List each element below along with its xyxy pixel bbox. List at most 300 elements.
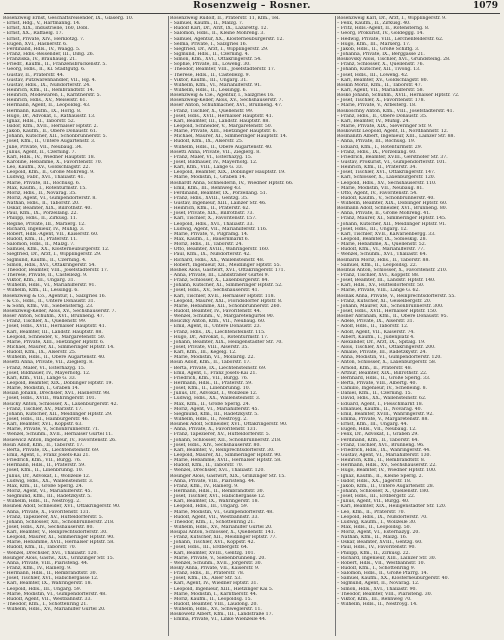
directory-entry: – Viktor, Kfm., III., Rennweg 70. (337, 596, 412, 602)
directory-entry: – Friedrich, Kfm., VII., Burgg. 76. (170, 375, 249, 381)
directory-entry: Rosiczky Anton, Kfm., VII., Neubaug. 60. (170, 319, 266, 325)
directory-entry: – Wilhelm, Hdls., II., Nestroyg. 2. (170, 416, 248, 422)
directory-entry: Rosner Abraham, Kfm., II., Obere Donaustr. 95. (337, 314, 448, 320)
directory-entry: – Josef, Hdls., III., Hainburgerstr. 46. (3, 416, 90, 422)
directory-entry: – Anna, Private, II., Große Mohreng. 41. (337, 211, 431, 217)
directory-entry: – Marie, Private, XIII., Hietzinger Hptstr. 6. (3, 339, 105, 345)
directory-entry: – Adolf, Hdls., II., Taborstr. 12. (337, 324, 409, 330)
directory-entry: – Marie, Modistin, I., Graben 14. (170, 175, 247, 181)
directory-entry: – Franz, Schlosser, X., Laxenburgerstr. 84. (170, 278, 269, 284)
directory-entry: – Emma, Private, V., Margaretenstr. 88. (337, 416, 429, 422)
directory-entry: – Wilhelm, Hdls., XV., Mariahilfer Gürtel 20. (170, 524, 273, 530)
directory-entry: Roskin Moriz, Kfm., II., Taborstr. 47. (337, 82, 423, 88)
directory-entry: – Johann, Beamter, XIX., Heiligenstädter Str. 70. (170, 339, 283, 345)
directory-entry: – Emil, Agent, I., Franz Josefs-Kai 21. (170, 370, 257, 376)
directory-entry: – Paul, Kfm., IX., Porzellang. 22. (3, 211, 78, 217)
directory-entry: – Ludwig, Hdls., XX., Wallensteinstr. 3. (170, 396, 261, 402)
directory-entry: – Friedrich, Hdls., IX., Währingerstr. 44. (337, 447, 431, 453)
directory-entry: – Leopold, Beamter, XIX., Döblinger Hauptstr. 19. (170, 170, 286, 176)
directory-entry: – Berta, Private, IX., Liechtensteinstr. 69. (170, 365, 267, 371)
directory-entry: – Felix, Dr., Advokat, I., Graben 29. (337, 432, 419, 438)
directory-entry: – Moriz, Agent, VI., Mariahilferstr. 45. (3, 488, 92, 494)
directory-entry: – Hermann, Hdls., II., Praterstr. 59. (3, 463, 86, 469)
directory-entry: – Rudolf, Kfm., VI., Mariahilferstr. 77. (337, 247, 425, 253)
directory-entry: – Friedrich, Kfm., VII., Burgg. 76. (3, 458, 82, 464)
directory-entry: – Marie, Modistin, I., Kärntnerstr. 44. (170, 591, 258, 597)
directory-entry: Rosky Anna, Private, VII., Kaiserstr. 9. (170, 566, 260, 572)
directory-entry: – Franz, Tischler, X., Quellenstr. 99. (3, 319, 87, 325)
directory-entry: – Anna, Private, VIII., Piaristeng. 44. (170, 478, 256, 484)
directory-entry: Roskoschny Anton, Kfm., VIII., Josefstädterstr. 41. (337, 108, 454, 114)
directory-entry: – Hugo, Beamter, IV., Wiedner Hptstr. 100. (337, 468, 437, 474)
column-2 (170, 16, 334, 636)
directory-entry: – Wenzel, Schuhm., V., Margaretengürtel 90. (170, 314, 275, 320)
directory-entry: Rosko Johann, Schuhm., XVII., Hernalser Hptstr. 72. (337, 93, 460, 99)
directory-entry: – Karl, Agent, IV., Wiedner Hptstr. 31. (170, 581, 258, 587)
directory-entry: – Eugen, XVI., Hasnerstr. 6. (3, 41, 68, 47)
directory-entry: – Moriz, Kaufm., II., Leopoldsg. 15. (170, 596, 252, 602)
directory-entry: – Theodor, Beamter, VIII., Piaristeng. 30. (337, 591, 433, 597)
directory-entry: – Rudolf, Agent, VII., Westbahnstr. 33. (170, 514, 259, 520)
directory-entry: – Leopold, Kfm., II., Große Mohreng. 9. (3, 170, 95, 176)
directory-entry: – Nathan, Kfm., II., Malzg. 16. (337, 535, 408, 541)
directory-entry: – Josef, Hdls., III., Erdbergstr. 22. (337, 494, 416, 500)
directory-entry: – Samuel, Kfm., XX., Klosterneuburgerstr. 12. (3, 247, 110, 253)
directory-entry: – Rudolf, Agent, VII., Westbahnstr. 33. (3, 596, 92, 602)
directory-entry: – Anton, Schlosser, X., Laxenburgerstr. 58. (337, 360, 437, 366)
directory-entry: Rosenzweig-Keller, Alois, XV., Sechshauserstr. 7. (3, 309, 116, 315)
directory-entry: – Johann, Kutscher, XII., Schönbrunnerstr. 5. (3, 134, 108, 140)
directory-entry: – Philipp, Kfm., II., Zirkusg. 22. (337, 550, 411, 556)
directory-entry: – Emma, Private, VI., Linke Wienzeile 44. (170, 617, 267, 623)
directory-entry: – Daniel, Kfm., II., Czerning. 15. (337, 391, 412, 397)
directory-entry: – Wilhelm, Hdls., II., Obere Augartenstr. 40. (3, 355, 106, 361)
directory-entry: – Philipp, Hdls., II., Zirkusg. 11. (3, 216, 78, 222)
directory-entry: – Franz, Hdls., II., Praterstr. 78. (170, 571, 245, 577)
directory-entry: – Friedrich, Beamter, XVIII., Gersthofer Str. 37. (337, 154, 448, 160)
directory-entry: – Berta, Private, VIII., Albertg. 40. (337, 380, 417, 386)
directory-entry: – Leopold, Hdls., III., Ungarg. 59. (170, 504, 249, 510)
directory-entry: – Wilhelm, Hdls., VI., Mariahilferstr. 91. (3, 283, 96, 289)
directory-entry: Rosin Adolf, Kfm., II., Taborstr. 17. (3, 442, 84, 448)
directory-entry: – Gustav, Hdls., IX., Nußdorferstr. 24. (3, 82, 91, 88)
directory-entry: – Moriz, Agent, VI., Mariahilferstr. 45. (170, 406, 259, 412)
directory-entry: – Jakob, Hdls., II., Große Schiffg. 3. (337, 46, 420, 52)
directory-entry: – Hugo, Dr., Advokat, I., Rotenturmstr. 17. (170, 334, 269, 340)
directory-entry: – Franz, Tapezierer, XV., Hütteldorferstr. 5. (170, 432, 271, 438)
directory-entry: – Anna, Private, III., Rochusg. 19. (337, 139, 416, 145)
directory-entry: – Julius, Agent, VII., Burgg. 40. (337, 499, 410, 505)
directory-entry: Rosenzweig Ernst, Geschäftsreisender, IX., Glaserg. 10. (3, 16, 134, 21)
directory-entry: – Samuel, Kfm., II., Leopoldsg. 22. (337, 262, 418, 268)
directory-entry: – Anna, Private, VIII., Piaristeng. 44. (3, 560, 89, 566)
directory-entry: – Eduard, Kfm., I., Rotenturmstr. 29. (337, 144, 423, 150)
directory-entry: – Johann, Kutscher, XII., Meidlinger Hptstr. 29. (3, 411, 113, 417)
directory-entry: – Moriz, Hdls., II., Novarag. 35. (3, 190, 77, 196)
directory-entry: – Karl, Hdls., IV., Wiedner Hauptstr. 18. (3, 154, 96, 160)
directory-entry: – Marie, Modistin, VII., Neubaug. 81. (337, 185, 424, 191)
directory-entry: – Richard, Ingenieur, XIII., Lainzer Str. 30. (337, 555, 437, 561)
directory-entry: – Viktor, Kaufm., III., Ungarg. 31. (170, 77, 248, 83)
directory-entry: – Johanna, Private, IX., Berggasse 21. (337, 51, 425, 57)
column-1 (3, 16, 167, 636)
directory-entry: – Nathan, Hdls., II., Taborstr. 20. (3, 201, 80, 207)
directory-entry: – Josef, Beamter, III., Landstr. Hptstr. 140. (337, 278, 436, 284)
directory-entry: – Wilhelm, Hdls., XV., Schweglerstr. 11. (170, 607, 262, 613)
directory-entry: – Johann, Schlosser, X., Quellenstr. 180. (337, 488, 430, 494)
directory-entry: – Hermann, Kaufm., IX., Hörlg. 8. (3, 108, 82, 114)
directory-entry: – Samuel, Agentur, XX., Klosterneuburgerstr. 12. (170, 36, 284, 42)
directory-entry: Roskowetz Albert, Kfm., III., Landstraße 17. (170, 612, 273, 618)
directory-entry: – Franz, Tischler, XVI., Koppstr. 88. (337, 273, 420, 279)
directory-entry: Rosmarin Moriz, Hdls., II., Taborstr. 88. (337, 257, 430, 263)
directory-entry: – Leo, Kaufm., XV., Goldschlagstr. 22. (3, 165, 90, 171)
directory-entry: – Franz, Maurer, XI., Simmeringer Hptstr. 145. (337, 216, 447, 222)
directory-entry: – Franz, Kutscher, XII., Meidlinger Hptstr. 77. (170, 535, 277, 541)
directory-entry: – Heinrich, Kfm., II., Rembrandtstr. 8. (337, 458, 426, 464)
directory-entry: – Emanuel, Kaufm., II., Novarag. 40. (337, 406, 423, 412)
directory-entry: – Emil, Kfm., III., Rennweg 43. (170, 185, 242, 191)
directory-entry: – Ernst, Kfm., III., Ungarg. 44. (337, 422, 408, 428)
directory-entry: – Ferdinand, Hdls., IV., Waagg. 5. (3, 46, 81, 52)
directory-entry: – Ignaz, Hdls., II., Taborstr. 52. (3, 118, 76, 124)
directory-entry: – Josef, Hdls., XVII., Hernalser Hptstr. 150. (337, 309, 438, 315)
directory-entry: – Oskar, Beamter, XVIII., Gentzg. 60. (337, 540, 423, 546)
directory-entry: – Leopold, Hdls., IX., Nußdorferstr. 70. (337, 514, 428, 520)
directory-entry: Rosenzweig-Keller, Alois, XV., Sechshauserstr. 7. (170, 98, 283, 104)
directory-entry: – Rudolf, Kfm., IX., Alserstr. 25. (170, 139, 244, 145)
directory-entry: – Karl, Beamter, III., Landstr. Hauptstr. 88. (170, 118, 270, 124)
directory-entry: – & Co., Hdls., II., Untere Donaustr. 31. (3, 298, 96, 304)
directory-entry: – Bernhard, Hdls., II., Große Sperlg. 33. (337, 375, 431, 381)
directory-entry: – Berta, Private, IX., Liechtensteinstr. 69. (3, 447, 100, 453)
directory-entry: – Albert, Kaufm., I., Judenplatz 4. (337, 334, 415, 340)
directory-entry: – Karl, Kfm., VIII., Lange G. 33. (170, 165, 244, 171)
directory-entry: – Rudolf, Beamter, VIII., Laudong. 20. (170, 602, 258, 608)
directory-entry: – Eduard, Agent, I., Fleischmarkt 18. (337, 401, 424, 407)
directory-entry: – Samuel, Kaufm., II., Malzg. 7. (170, 21, 244, 27)
directory-entry: – Richard, Ingenieur, IV., Mühlg. 3. (3, 226, 85, 232)
directory-entry: – Karl, Beamter, XVI., Koppstr. 63. (3, 422, 83, 428)
directory-entry: – Simon, Hdls., XVI., Thaliastr. 90. (337, 586, 417, 592)
directory-entry: – Hermann, Hdls., II., Rembrandtstr. 30. (170, 488, 265, 494)
directory-entry: – Josef, Hdls., XIV., Sechshauserstr. 80. (170, 442, 261, 448)
directory-entry: – Wilhelm, Hdls., II., Nestroyg. 2. (3, 499, 81, 505)
directory-entry: – Paul, Hdls., IV., Favoritenstr. 90. (337, 545, 416, 551)
directory-entry: – Johann, Kutscher, XI., Simmeringer Hptstr. 52. (170, 283, 283, 289)
directory-entry: – Ernst, Private, XIV., Herklotzg. 7. (3, 36, 85, 42)
directory-entry: Rosenzweig & Co., Agentur, I., Salzgries 16. (3, 293, 107, 299)
directory-entry: – Josef, Kfm., II., Lilienbrunng. 10. (170, 386, 251, 392)
directory-entry: Rosmanith Albert, Ingenieur, XIII., Lainzer Str. 88. (337, 134, 455, 140)
directory-entry: – Leo, Kfm., II., Praterstr. 70. (337, 509, 405, 515)
directory-entry: – Ludwig, Agent, VII., Mariahilferstr. 116. (170, 226, 268, 232)
directory-entry: – Marie, Modistin, VI., Gumpendorferstr. 48. (3, 591, 107, 597)
directory-entry: – Karl, Agent, VII., Mariahilferstr. 58. (337, 87, 425, 93)
directory-entry: – Karl, Schlosser, X., Laxenburgerstr. 120. (337, 175, 436, 181)
directory-entry: Roser Anton, Schuhmacher, XVI., Brunneng. 47. (170, 103, 283, 109)
directory-entry: – Heinrich, Kfm., II., Rembrandtstr. 14. (3, 87, 95, 93)
directory-entry: – Theodor, Beamter, VIII., Josefstädterstr. 17. (3, 267, 109, 273)
directory-entry: – Karl, Tischler, XVII., Kalvarienbergg. 33. (337, 231, 436, 237)
directory-entry: – Heinrich, Kfm., II., Praterstr. 34. (337, 165, 417, 171)
directory-entry: – Robert, Ingenieur, XII., Meidlinger Hptstr. 55. (170, 262, 281, 268)
directory-entry: – Marie, Hebamme, X., Quellenstr. 52. (337, 242, 427, 248)
directory-entry: – Karl, Beamter, XV., Goldschlagstr. 80. (337, 77, 429, 83)
directory-entry: – Franz, Tischler, X., Quellenstr. 99. (170, 108, 254, 114)
directory-entry: – Wenzel, Drechsler, XVI., Thaliastr. 120. (170, 468, 265, 474)
directory-entry: – Otto, Agent, IV., Favoritenstr. 54. (337, 190, 418, 196)
directory-entry: – Hedwig, Private, VIII., Lerchenfelderstr. 62. (337, 36, 444, 42)
directory-entry: – Marie, Private, XIX., Sieveringer Str. 9. (337, 123, 433, 129)
directory-entry: – Wenzel, Schuhm., XVII., Jörgerstr. 30. (170, 560, 263, 566)
directory-entry: Rosenzweig & Cie., Agentur, I., Salzgries 16. (170, 93, 275, 99)
directory-entry: – Rudolf, Kfm., II., Taborstr. 70. (170, 463, 244, 469)
directory-entry: – Gustav, Prokurist, VI., Gumpendorferstr. 101. (337, 159, 447, 165)
directory-entry: – Gustav, Ingenieur, XIII., Lainzer Str. 46. (170, 201, 267, 207)
directory-entry: – Ernst, XIX., Industrielle, 160, Döbl. (3, 26, 89, 32)
directory-entry: – Gustav, II., Praterstr. 44. (3, 72, 65, 78)
directory-entry: – Franz, Tischler, XV., Märzstr. 17. (3, 406, 83, 412)
directory-entry: – Siegmund, Kfm., III., Radetzkystr. 5. (170, 411, 259, 417)
directory-entry: – Ignaz, Kaufm., II., Kleine Sperlg. 2. (337, 473, 424, 479)
directory-entry: – Heinrich, Modewaren, I., Kärntnerstr. 5. (3, 93, 102, 99)
directory-entry: – Hermann, Hdls., II., Praterstr. 59. (170, 380, 253, 386)
directory-entry: – Franz, Tischler, XVI., Brunneng. 96. (337, 442, 425, 448)
directory-entry: – Rudolf, Kfm., IX., Alserstr. 25. (3, 350, 77, 356)
directory-entry: – Arthur, Beamter, XIX., Billrothstr. 22. (337, 370, 428, 376)
directory-entry: Rosinger Alois, Gastwirt, XIX., Grinzinger Str. 15. (170, 473, 286, 479)
directory-entry: – Marie, Modistin, I., Graben 14. (3, 386, 80, 392)
directory-entry: Rosinger Alois, Gastw., XIX., Grinzinger Str. 15. (3, 555, 115, 561)
directory-entry: – Fritz, Hdls.-Agent, II., Rotensterng. 8. (337, 26, 430, 32)
header-rule (4, 13, 500, 14)
directory-entry: – Karl, Beamter, V., Reinprechtsdorferstr. 30. (170, 447, 275, 453)
directory-entry: – Alois, Tischler, XVI., Ottakringerstr. 200. (337, 345, 436, 350)
directory-entry: – Gustav, Agent, VI., Mariahilferstr. 130. (337, 452, 431, 458)
directory-entry: – Max, Kaufm., I., Bauernmarkt 6. (170, 237, 250, 243)
directory-entry: Rosinek Adolf, Schneider, XVI., Ottakringerstr. 90. (170, 422, 288, 428)
directory-entry: – Leopold, Ingenieur, XIII., Hietzinger Kai 5. (170, 586, 274, 592)
directory-entry: Rosiewicz Anton, Ingenieur, IV., Favoritenstr. 26. (3, 437, 117, 443)
directory-entry: – Therese, Private, II., Castellezg. 9. (3, 273, 88, 279)
directory-entry: – Karl, Beamter, IX., Währingerstr. 18. (3, 581, 92, 587)
directory-entry: – Siegfried, Dr., Arzt, I., Wipplingerstr. 29. (170, 46, 269, 52)
directory-entry: Rosicky Anton, Schlosser, X., Laxenburgerstr. 42. (3, 401, 118, 407)
directory-entry: – Regine, Private, III., Marxerg. 12. (3, 221, 86, 227)
directory-entry: – Rudolf, Kfm., II., Praterstr. 11. (3, 237, 78, 243)
directory-entry: – Franz, Hdls., XVIII., Gentzg. 35. (170, 195, 249, 201)
directory-entry: – Jakob, Kfm., II., Untere Augartenstr. 28. (337, 483, 435, 489)
directory-entry: – Marie, Hebamme, XVII., Hernalser Hptstr. 58. (3, 540, 115, 546)
directory-entry: – Leopold, Schneider, V., Margaretenstr. 50. (170, 123, 273, 129)
directory-entry: – Franz, Maler, VI., Esterhazyg. 15. (3, 365, 86, 371)
directory-entry: – Theodor, Beamter, VIII., Josefstädterstr. 17. (170, 67, 276, 73)
directory-entry: – Richard, Hdls., XX., Wallensteinstr. 48. (170, 257, 265, 263)
directory-entry: Rosmus Anton, Schlosser, X., Favoritenstr. 210. (337, 267, 448, 273)
directory-entry: – Karl, Beamter, IV., Mühlg. 24. (337, 118, 410, 124)
directory-entry: – Theodor, Kfm., I., Schottenring 21. (170, 519, 255, 525)
directory-entry: – Therese, Hdls., II., Castellezg. 9. (170, 72, 251, 78)
directory-entry: – Ernst, XX., Raffaelg. 17. (3, 31, 63, 37)
directory-entry: – Michael, Maurer, XI., Simmeringer Hptstr. 14. (3, 345, 115, 350)
directory-entry: – Wilhelm, Beamter, XIX., Döblinger Hptstr. 60. (337, 201, 448, 207)
directory-entry: – Leopold, Beamter, IX., Sobieskig. 28. (337, 237, 427, 243)
directory-entry: – Karl, Hdls., XV., Hütteldorferstr. 50. (337, 283, 425, 289)
directory-entry: – Leopold, Beamter, XIX., Döblinger Hptstr. 19. (3, 380, 113, 386)
directory-entry: – Camillo, Ingenieur, IV., Schelleing. 8. (337, 386, 428, 392)
directory-entry: – Johann, Tischler, XVI., Koppstr. 42. (170, 540, 255, 546)
directory-entry: Roshardt Anna, Schneiderin, IV., Wiedner Hptstr. 66. (170, 180, 294, 186)
directory-entry: Rosinek Adolf, Schneider, XVI., Ottakringerstr. 90. (3, 504, 121, 510)
directory-entry: – Moriz, Agent, VI., Gumpendorferstr. 8. (3, 195, 97, 201)
directory-entry: – Josef, Kfm., II., Lilienbrunng. 10. (3, 468, 84, 474)
directory-entry: Rosenzweig Rudolf, II., Praterstr. 11, Kfm., Tel. (170, 16, 280, 21)
directory-entry: – Salomon, Hdls., II., Kleine Mohreng. 3. (170, 31, 265, 37)
directory-entry: – Wilhelm, Kfm., VI., Mariahilferstr. 91. (170, 82, 262, 88)
directory-entry: – Jakob, Kaufm., II., Obere Donaustr. 61. (3, 129, 98, 135)
directory-entry: Rosetti Anna, Private, VII., Zieglerg. 8. (170, 149, 261, 155)
directory-entry: – Marie, Hebamme, XVII., Hernalser Hptstr. 58. (170, 458, 282, 464)
directory-entry: – Simon, Kfm., XVI., Ottakringerstr. 54. (170, 57, 262, 63)
directory-entry: – Anna, Modistin, VI., Gumpendorferstr. 120. (337, 355, 442, 361)
directory-entry: – Josef, Hdls., III., Erdbergstr. 64. (170, 545, 249, 551)
directory-entry: Rosipal Anton, Schlosser, X., Quellenstr. 141. (170, 530, 276, 536)
directory-entry: – Leopold, Hdls., XVI., Thaliastr. 33. (170, 221, 254, 227)
directory-entry: – Amalie, Private, III., Radetzkystr. 24. (337, 350, 427, 356)
directory-entry: – Josef, Tischler, XVI., Ottakringerstr. 147. (337, 170, 436, 176)
directory-entry: Rosetti Anna, Private, VII., Zieglerg. 8. (3, 360, 94, 366)
directory-entry: – Franz, Kfm., IV., Rainerg. 9. (170, 483, 239, 489)
directory-entry: – Josef, Tischler, XVI., Habichergasse 12. (170, 494, 266, 500)
directory-entry: – Moriz, Hdls., II., Taborstr. 24. (170, 242, 243, 248)
directory-entry: – Marie, Private, V., Arbeiterg. 18. (337, 103, 417, 109)
directory-entry: – Ernst, Hdg., V., Hartmanng. 14. (3, 21, 81, 27)
directory-entry: – Leopold, Schneider, V., Margaretenstr. 50. (3, 334, 106, 340)
directory-entry: – Ferdinand, Kfm., II., Taborstr. 64. (337, 437, 419, 443)
directory-entry: – Felix, Kaufm., II., Zirkusg. 40. (337, 21, 411, 27)
directory-entry: – Marie, Private, XIII., Hietzinger Hauptstr. 6. (170, 129, 278, 135)
directory-entry: – Ferdinand, Beamter, IX., Porzellang. 51. (170, 190, 268, 196)
directory-entry: – Wenzel, Schuhm., XVI., Thaliastr. 64. (337, 252, 427, 258)
directory-entry: – Max, Hdls., II., Leopoldsg. 50. (337, 524, 412, 530)
directory-entry: – Leopold, Hdls., XV., Sechshauserstr. 110. (337, 180, 437, 186)
directory-entry: – Simon, Hdls., XVI., Ottakringerstr. 54. (3, 262, 96, 268)
directory-entry: – Salomon, Hdls., II., Große Pfarrg. 14. (337, 571, 429, 577)
directory-entry: – Leopold, Maurer, XI., Simmeringer Hptstr. 90. (3, 535, 115, 541)
directory-entry: – Sophie, Private, III., Löweng. 30. (170, 62, 251, 68)
directory-entry: – Josef, Private, VIII., Alserstr. 35. (170, 345, 249, 350)
directory-entry: – Josef, Hdls., III., Ungarg. 12. (337, 226, 408, 232)
directory-entry: – Marie, Hebamme, XII., Schönbrunnerstr. 260. (170, 303, 281, 309)
directory-entry: – Isidor, Hdls., XX., Jägerstr. 18. (337, 478, 412, 484)
directory-entry: – Marie, Private, V., Siebenbrunneng. 20. (170, 555, 266, 561)
directory-entry: Roskowitz Leopold, Agent, II., Nordbahnstr. 12. (337, 129, 449, 135)
directory-entry: – Sigmund, Kaufm., II., Czerning. 4. (3, 257, 87, 263)
directory-entry: – Johann, Kutscher, XII., Tivolig. 13. (337, 67, 421, 73)
directory-entry: Roskovsky Alois, Tischler, XVI., Grundsteing. 28. (337, 57, 451, 63)
directory-entry: – Hugo, Kfm., III., Marxerg. 17. (337, 41, 411, 47)
directory-entry: – Leopold, Maurer, XI., Simmeringer Hptstr. 90. (170, 452, 282, 458)
directory-entry: – Otto, Beamter, XVIII., Währingerstr. 160. (170, 247, 270, 253)
directory-entry: – Robert, Hdls.-Agent, VII., Kaiserstr. 60. (3, 231, 99, 237)
directory-entry: – Alexander, Dr., Arzt, IX., Spitalg. 19. (337, 339, 426, 345)
directory-entry: – Friedr., Kaufm., II., Franzensbrückenstr. 5. (3, 62, 107, 68)
directory-entry: – Leopold, Hdls., III., Ungarg. 59. (3, 586, 82, 592)
directory-entry: – Karl, Kfm., VIII., Lange G. 33. (3, 375, 77, 381)
directory-entry: Roser Anton, Schuhm., XVI., Brunneng. 47. (3, 314, 105, 320)
directory-entry: – Eugen, Hdls., VII., Neubaug. 12. (337, 427, 417, 433)
directory-entry: – Franz, Hdls., IX., Liechtensteinstr. 115. (170, 329, 266, 335)
directory-entry: – Wenzel, Drechsler, XVI., Thaliastr. 120. (3, 550, 98, 556)
directory-entry: – Adolf, Agent, VII., Kaiserstr. 74. (337, 329, 415, 335)
column-3 (337, 16, 501, 636)
directory-entry: – Marie, Private, V., Schönbrunnerstr. 71. (3, 427, 100, 433)
directory-entry: – Siegfried, Dr., Arzt, I., Wipplingerstr. 29. (3, 252, 102, 258)
page-number: 1079 (472, 1, 498, 11)
directory-entry: – Julius, Dr., Advokat, I., Wollzeile 12. (3, 473, 91, 479)
directory-entry: – Hermann, Agent, II., Leopoldsg. 43. (3, 103, 91, 109)
directory-entry: – Paul, Kfm., IX., Nußdorferstr. 42. (170, 252, 251, 258)
directory-entry: – Oskar, Beamter, XIX., Billrothstr. 40. (3, 206, 92, 212)
directory-entry: – Franz, Maler, VI., Esterhazyg. 15. (170, 154, 253, 160)
directory-entry: – Franz, Tapezierer, XV., Hütteldorferstr. 5. (3, 514, 104, 520)
directory-entry: – Hermann, Hdls., II., Rembrandtstr. 30. (3, 571, 98, 577)
directory-entry: – Emil, Beamter, XVIII., Währingerstr. 92. (337, 411, 434, 417)
directory-entry: – Josef, Hdls., XVIII., Währingerstr. 101. (3, 396, 97, 402)
directory-entry: – Arnold, Kfm., II., Praterstr. 48. (337, 365, 413, 371)
directory-entry: Rosmann Adolf, Schneider, XVI., Brunneng. 80. (337, 206, 448, 212)
directory-entry: Roshek Alois, Gastwirt, XVI., Ottakringerstr. 171. (170, 267, 286, 273)
directory-entry: Rosenzweig Karl, Dr., Arzt, I., Wipplingerstr. 9. (337, 16, 447, 21)
directory-entry: – Sigmund, Hdls., II., Czerning. 4. (170, 51, 250, 57)
directory-entry: – Marie, Private, III., Rochusg. 6. (3, 180, 81, 186)
directory-entry: – Rudolf, Kfm., I., Schottenring 9. (337, 566, 416, 572)
directory-entry: – Franz, Hdls.-Reisender, III., Dißg. 26. (3, 51, 95, 57)
directory-entry: – Anna, Private, X., Favoritenstr. 131. (170, 427, 258, 433)
directory-entry: – Hermann, Hdls., XV., Sechshauserstr. 22. (337, 463, 437, 469)
directory-entry: – Emil, Agent, I., Franz Josefs-Kai 21. (3, 452, 90, 458)
column-divider (335, 16, 336, 636)
directory-entry: – Karl, Beamter, III., Landstr. Hauptstr. 88. (3, 329, 103, 335)
directory-entry: – Rudolf, Kaufm., V., Schönbrunnerstr. 40. (337, 195, 435, 201)
directory-entry: – Michael, Maurer, XI., Simmeringer Hauptstr. 14. (170, 134, 288, 140)
directory-entry: Rosin Adolf, Kfm., II., Taborstr. 17. (170, 360, 251, 366)
directory-entry: – Wilhelm, Hdls., XV., Mariahilfer Gürtel 20. (3, 607, 106, 613)
directory-entry: – Wilhelm, Hdls., II., Lessingg. 6. (170, 87, 248, 93)
directory-entry: – Ludwig, Hdls., XX., Wallensteinstr. 3. (3, 478, 94, 484)
directory-entry: – Julie, Private, VII., Neubaug. 34. (3, 144, 83, 150)
directory-entry: – Josef, Bildhauer, IV., Mayerhofg. 12. (170, 159, 258, 165)
directory-entry: – Viktor, Kfm., III., Ungarg. 31. (3, 278, 76, 284)
directory-entry: – Georg, Prokurist, IV., Goldeggg. 14. (337, 31, 424, 37)
directory-entry: – Anna, Private, III., Landstraßer Gürtel 9. (170, 273, 270, 279)
directory-entry: – Marie, Modistin, VI., Mollardg. 22. (170, 355, 255, 361)
directory-entry: – Wilhelm, Kfm., II., Lessingg. 6. (3, 288, 79, 294)
directory-entry: – Siegmund, Kfm., III., Radetzkystr. 5. (3, 494, 92, 500)
directory-entry: – Heinrich, Hdls., XV., Meiselstr. 61. (3, 98, 87, 104)
directory-entry: – Wilhelm, Hdls., II., Obere Augartenstr. 40. (170, 144, 273, 150)
directory-entry: – Josef, Hdls., XVII., Hernalser Hauptstr. 41. (3, 324, 107, 330)
directory-entry: – Julius, Dr., Advokat, I., Wollzeile 12. (170, 391, 258, 397)
directory-entry: – Franz, Kfm., IV., Rainerg. 9. (3, 566, 72, 572)
directory-entry: – Franz, Kutscher, XI., Geiselbergstr. 20. (337, 298, 432, 304)
directory-entry: – Max, Kfm., II., Große Sperlg. 24. (170, 401, 251, 407)
directory-entry: – Karoline, Hebamme, X., Favoritenstr. 70. (3, 159, 103, 165)
directory-entry: – Julius, Agent, II., Czerning. 7. (3, 149, 76, 155)
directory-entry: – & Sohn, Kfm., VII., Siebensterng. 23. (3, 303, 94, 309)
directory-entry: – Josef, Hdls., XIV., Sechshauserstr. 80. (3, 524, 94, 530)
